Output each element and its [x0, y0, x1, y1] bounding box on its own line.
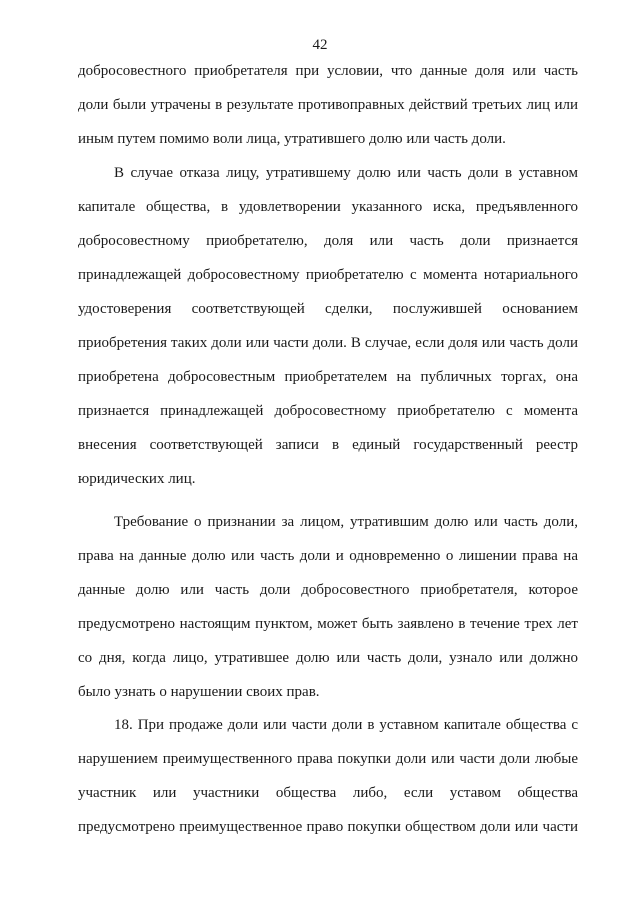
- text-line: со дня, когда лицо, утратившее долю или часть доли, узнало или должно: [78, 650, 578, 666]
- paragraph-item-18: [78, 708, 578, 844]
- text-line: признается принадлежащей добросовестному приобретателю с момента: [78, 403, 578, 419]
- paragraph-refusal: [78, 156, 578, 496]
- text-line: удостоверения соответствующей сделки, послужившей основанием: [78, 301, 578, 317]
- text-line: приобретения таких доли или части доли. В случае, если доля или часть доли: [78, 335, 578, 351]
- text-line: Требование о признании за лицом, утратившим долю или часть доли,: [114, 514, 578, 530]
- page-number: 42: [312, 37, 328, 53]
- text-line: предусмотрено преимущественное право покупки обществом доли или части: [78, 819, 578, 835]
- text-line: данные долю или часть доли добросовестного приобретателя, которое: [78, 582, 578, 598]
- text-line: В случае отказа лицу, утратившему долю или часть доли в уставном: [114, 165, 578, 181]
- text-line: внесения соответствующей записи в единый государственный реестр: [78, 437, 578, 453]
- paragraph-continuation: [78, 54, 578, 156]
- text-line: участник или участники общества либо, если уставом общества: [78, 785, 578, 801]
- text-line: предусмотрено настоящим пунктом, может быть заявлено в течение трех лет: [78, 616, 578, 632]
- text-line: юридических лиц.: [78, 471, 196, 487]
- text-line: нарушением преимущественного права покупки доли или части доли любые: [78, 751, 578, 767]
- text-line: 18. При продаже доли или части доли в уставном капитале общества с: [114, 717, 578, 733]
- text-line: права на данные долю или часть доли и одновременно о лишении права на: [78, 548, 578, 564]
- text-line: иным путем помимо воли лица, утратившего долю или часть доли.: [78, 131, 506, 147]
- text-line: было узнать о нарушении своих прав.: [78, 684, 320, 700]
- text-line: добросовестному приобретателю, доля или часть доли признается: [78, 233, 578, 249]
- paragraph-claim: [78, 505, 578, 709]
- text-line: доли были утрачены в результате противоправных действий третьих лиц или: [78, 97, 578, 113]
- text-line: принадлежащей добросовестному приобретателю с момента нотариального: [78, 267, 578, 283]
- text-line: капитале общества, в удовлетворении указанного иска, предъявленного: [78, 199, 578, 215]
- text-line: добросовестного приобретателя при условии, что данные доля или часть: [78, 63, 578, 79]
- text-line: приобретена добросовестным приобретателем на публичных торгах, она: [78, 369, 578, 385]
